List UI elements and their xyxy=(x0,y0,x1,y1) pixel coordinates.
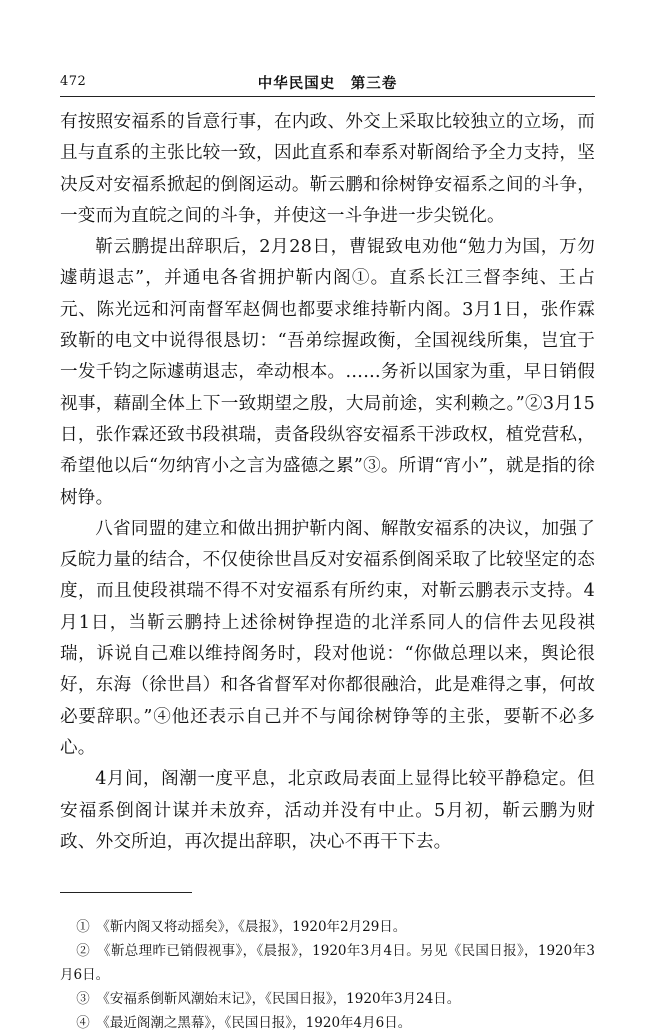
paragraph: 靳云鹏提出辞职后，2月28日，曹锟致电劝他“勉力为国，万勿遽萌退志”，并通电各省拥护靳内阁①。直系长江三督李纯、王占元、陈光远和河南督军赵倜也都要求维持靳内阁。3月1日，张作霖致靳的电文中说得很恳切：“吾弟综握政衡，全国视线所集，岂宜于一发千钧之际遽萌退志，牵动根本。……务祈以国家为重，早日销假视事，藉副全体上下一致期望之殷，大局前途，实利赖之。”②3月15日，张作霖还致书段祺瑞，责备段纵容安福系干涉政权，植党营私，希望他以后“勿纳宵小之言为盛德之累”③。所谓“宵小”，就是指的徐树铮。 xyxy=(60,237,596,508)
body-text xyxy=(60,107,595,858)
paragraph: 4月间，阁潮一度平息，北京政局表面上显得比较平静稳定。但安福系倒阁计谋并未放弃，活动并没有中止。5月初，靳云鹏为财政、外交所迫，再次提出辞职，决心不再干下去。 xyxy=(60,769,595,852)
footnote-divider xyxy=(60,892,192,893)
footnote: ② 《靳总理昨已销假视事》，《晨报》，1920年3月4日。另见《民国日报》，1920年3月6日。 xyxy=(60,943,595,984)
footnote: ① 《靳内阁又将动摇矣》，《晨报》，1920年2月29日。 xyxy=(76,919,407,936)
paragraph-continued: 有按照安福系的旨意行事，在内政、外交上采取比较独立的立场，而且与直系的主张比较一致，因此直系和奉系对靳阁给予全力支持，坚决反对安福系掀起的倒阁运动。靳云鹏和徐树铮安福系之间的斗争，一变而为直皖之间的斗争，并使这一斗争进一步尖锐化。 xyxy=(60,112,595,226)
page-number: 472 xyxy=(60,74,87,89)
footnote: ③ 《安福系倒靳风潮始末记》，《民国日报》，1920年3月24日。 xyxy=(76,991,461,1008)
book-title: 中华民国史 第三卷 xyxy=(257,76,398,92)
paragraph: 八省同盟的建立和做出拥护靳内阁、解散安福系的决议，加强了反皖力量的结合，不仅使徐世昌反对安福系倒阁采取了比较坚定的态度，而且使段祺瑞不得不对安福系有所约束，对靳云鹏表示支持。4月1日，当靳云鹏持上述徐树铮捏造的北洋系同人的信件去见段祺瑞，诉说自己难以维持阁务时，段对他说：“你做总理以来，舆论很好，东海（徐世昌）和各省督军对你都很融洽，此是难得之事，何故必要辞职。”④他还表示自己并不与闻徐树铮等的主张，要靳不必多心。 xyxy=(60,518,595,758)
footnotes xyxy=(60,915,595,1035)
footnote: ④ 《最近阁潮之黑幕》，《民国日报》，1920年4月6日。 xyxy=(76,1015,412,1032)
running-header xyxy=(60,70,595,97)
book-page xyxy=(60,70,595,1035)
